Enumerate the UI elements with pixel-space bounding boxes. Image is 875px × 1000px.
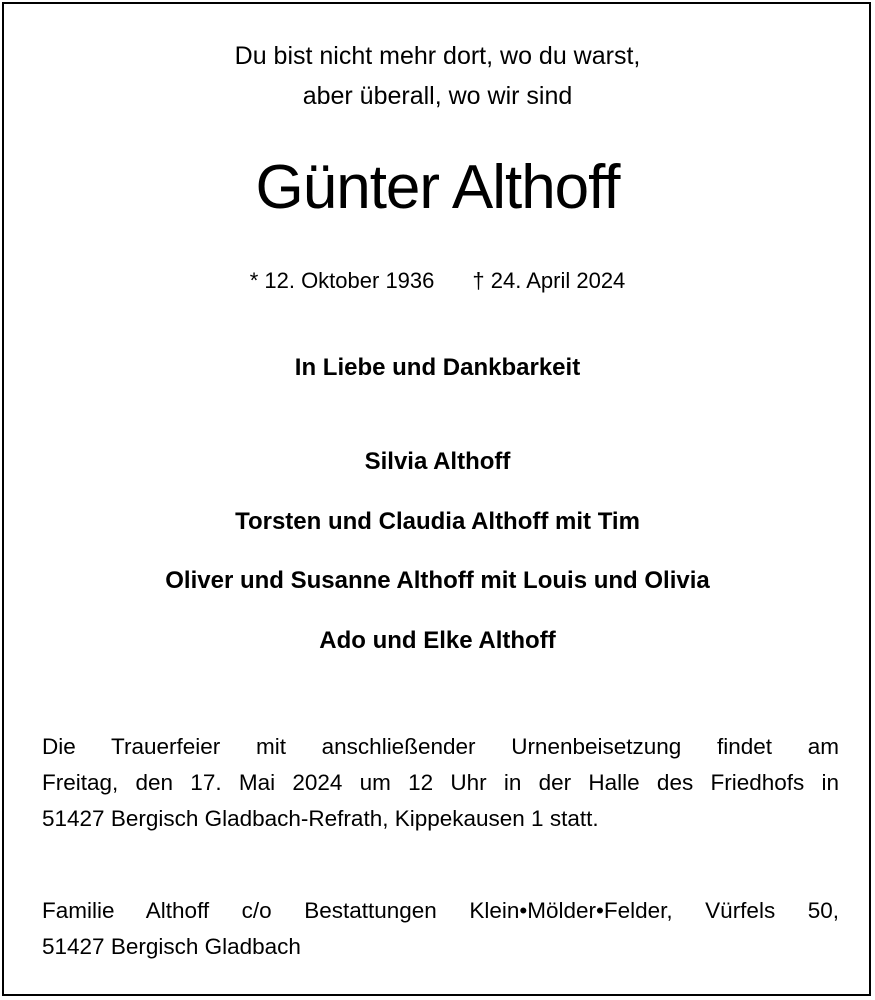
service-line-2: Freitag, den 17. Mai 2024 um 12 Uhr in der Halle des Friedhofs in	[42, 770, 839, 795]
contact-details	[42, 893, 839, 965]
service-line-3: 51427 Bergisch Gladbach-Refrath, Kippekausen 1 statt.	[42, 806, 599, 831]
motto-line-2: aber überall, wo wir sind	[302, 82, 573, 110]
life-dates	[0, 266, 875, 296]
mourner-line: Ado und Elke Althoff	[319, 627, 556, 654]
contact-line-2: 51427 Bergisch Gladbach	[42, 934, 301, 959]
motto	[0, 36, 875, 116]
deceased-name: Günter Althoff	[255, 153, 620, 222]
service-details	[42, 729, 839, 837]
mourner-line: Torsten und Claudia Althoff mit Tim	[235, 508, 640, 535]
service-line-1: Die Trauerfeier mit anschließender Urnenbeisetzung findet am	[42, 734, 839, 759]
dedication: In Liebe und Dankbarkeit	[294, 354, 581, 381]
motto-line-1: Du bist nicht mehr dort, wo du warst,	[234, 42, 641, 70]
death-date: † 24. April 2024	[472, 268, 626, 293]
birth-date: * 12. Oktober 1936	[249, 268, 435, 293]
mourner-line: Oliver und Susanne Althoff mit Louis und Olivia	[165, 567, 710, 594]
contact-line-1: Familie Althoff c/o Bestattungen Klein•Mölder•Felder, Vürfels 50,	[42, 898, 839, 923]
mourner-line: Silvia Althoff	[364, 448, 511, 475]
